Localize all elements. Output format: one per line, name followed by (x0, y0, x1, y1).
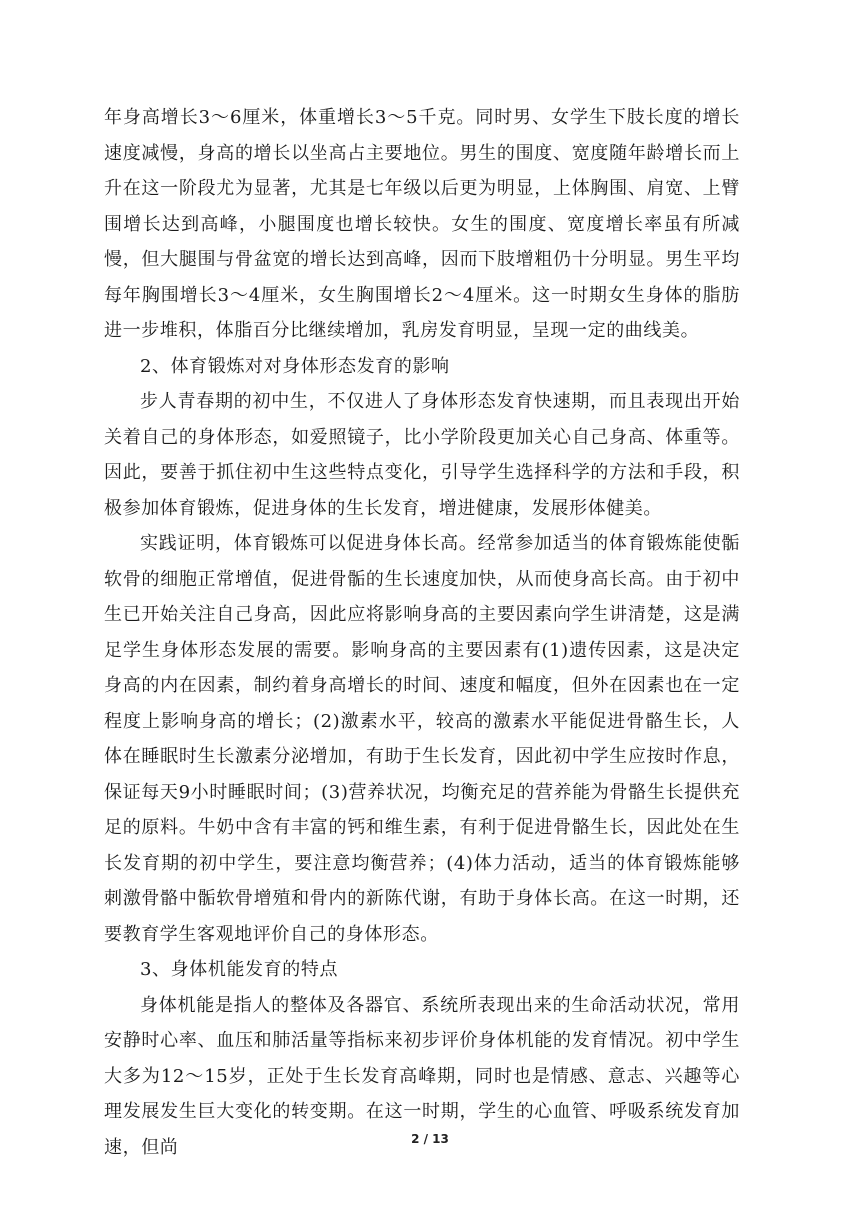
paragraph-continuation: 年身高增长3～6厘米，体重增长3～5千克。同时男、女学生下肢长度的增长速度减慢，身高的增长以坐高占主要地位。男生的围度、宽度随年龄增长而上升在这一阶段尤为显著，尤其是七年级以后更为明显，上体胸围、肩宽、上臂围增长达到高峰，小腿围度也增长较快。女生的围度、宽度增长率虽有所减慢，但大腿围与骨盆宽的增长达到高峰，因而下肢增粗仍十分明显。男生平均每年胸围增长3～4厘米，女生胸围增长2～4厘米。这一时期女生身体的脂肪进一步堆积，体脂百分比继续增加，乳房发育明显，呈现一定的曲线美。 (104, 107, 740, 341)
paragraph-puberty-awareness: 步人青春期的初中生，不仅进人了身体形态发育快速期，而且表现出开始关着自己的身体形态，如爱照镜子，比小学阶段更加关心自己身高、体重等。因此，要善于抓住初中生这些特点变化，引导学生选择科学的方法和手段，积极参加体育锻炼，促进身体的生长发育，增进健康，发展形体健美。 (104, 391, 740, 519)
page-body (104, 100, 740, 1165)
paragraph-height-factors: 实践证明，体育锻炼可以促进身体长高。经常参加适当的体育锻炼能使骺软骨的细胞正常增值，促进骨骺的生长速度加快，从而使身高长高。由于初中生已开始关注自己身高，因此应将影响身高的主要因素向学生讲清楚，这是满足学生身体形态发展的需要。影响身高的主要因素有(1)遗传因素，这是决定身高的内在因素，制约着身高增长的时间、速度和幅度，但外在因素也在一定程度上影响身高的增长；(2)激素水平，较高的激素水平能促进骨骼生长，人体在睡眠时生长激素分泌增加，有助于生长发育，因此初中学生应按时作息，保证每天9小时睡眠时间；(3)营养状况，均衡充足的营养能为骨骼生长提供充足的原料。牛奶中含有丰富的钙和维生素，有利于促进骨骼生长，因此处在生长发育期的初中学生，要注意均衡营养；(4)体力活动，适当的体育锻炼能够刺激骨骼中骺软骨增殖和骨内的新陈代谢，有助于身体长高。在这一时期，还要教育学生客观地评价自己的身体形态。 (104, 533, 740, 945)
section-heading-3: 3、身体机能发育的特点 (140, 959, 339, 980)
paragraph-body-function: 身体机能是指人的整体及各器官、系统所表现出来的生命活动状况，常用安静时心率、血压和肺活量等指标来初步评价身体机能的发育情况。初中学生大多为12～15岁，正处于生长发育高峰期，同时也是情感、意志、兴趣等心理发展发生巨大变化的转变期。在这一时期，学生的心血管、呼吸系统发育加速，但尚 (104, 994, 740, 1158)
section-heading-2: 2、体育锻炼对对身体形态发育的影响 (140, 355, 450, 377)
page-number: 2 / 13 (411, 1132, 449, 1146)
